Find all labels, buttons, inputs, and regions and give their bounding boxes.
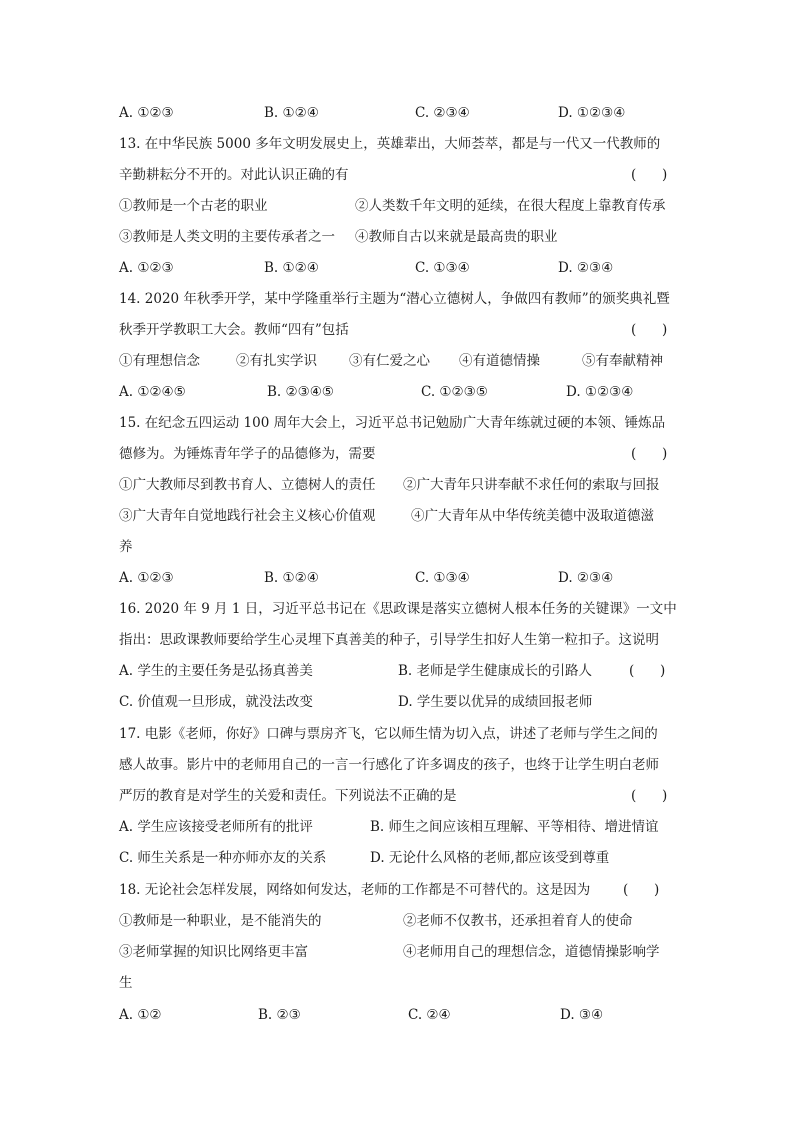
- q16-stem-line2: 指出：思政课教师要给学生心灵埋下真善美的种子，引导学生扣好人生第一粒扣子。这说明: [119, 632, 659, 648]
- option-b: B. 师生之间应该相互理解、平等相待、增进情谊: [370, 819, 659, 835]
- answer-bracket: ( ): [623, 882, 660, 898]
- option-a: A. 学生应该接受老师所有的批评: [119, 819, 313, 835]
- option-c: C. 师生关系是一种亦师亦友的关系: [119, 850, 327, 866]
- statement-3: ③老师掌握的知识比网络更丰富: [119, 944, 308, 960]
- q16-stem-line1: 16. 2020 年 9 月 1 日，习近平总书记在《思政课是落实立德树人根本任务的关键课》一文中: [119, 601, 677, 617]
- q17-stem-line2: 感人故事。影片中的老师用自己的一言一行感化了许多调皮的孩子，也终于让学生明白老师: [119, 757, 659, 773]
- option-b: B. ②③: [258, 1007, 301, 1023]
- q15-statement-4-continued: 养: [119, 539, 133, 555]
- option-c: C. 价值观一旦形成，就没法改变: [119, 694, 313, 710]
- option-c: C. ①③④: [415, 260, 470, 276]
- option-b: B. ①②④: [264, 105, 319, 121]
- q18-stem-text: 18. 无论社会怎样发展，网络如何发达，老师的工作都是不可替代的。这是因为: [119, 882, 591, 898]
- option-c: C. ②④: [408, 1007, 451, 1023]
- option-a: A. ①②: [119, 1007, 162, 1023]
- option-b: B. ①②④: [264, 570, 319, 586]
- option-d: D. ②③④: [558, 260, 614, 276]
- option-b: B. ②③④⑤: [267, 384, 334, 400]
- statement-3: ③广大青年自觉地践行社会主义核心价值观: [119, 508, 376, 524]
- option-a: A. ①②③: [119, 570, 174, 586]
- option-d: D. 无论什么风格的老师,都应该受到尊重: [370, 850, 610, 866]
- option-d: D. ①②③④: [566, 384, 634, 400]
- statement-3: ③教师是人类文明的主要传承者之一: [119, 229, 335, 245]
- q17-stem-line1: 17. 电影《老师，你好》口碑与票房齐飞，它以师生情为切入点，讲述了老师与学生之间的: [119, 726, 658, 742]
- q17-stem-text: 严厉的教育是对学生的关爱和责任。下列说法不正确的是: [119, 788, 457, 804]
- statement-1: ①教师是一种职业，是不能消失的: [119, 913, 322, 929]
- option-b: B. 老师是学生健康成长的引路人: [398, 663, 593, 679]
- option-d: D. 学生要以优异的成绩回报老师: [398, 694, 593, 710]
- statement-1: ①有理想信念: [119, 353, 200, 369]
- option-d: D. ①②③④: [558, 105, 626, 121]
- statement-4: ④老师用自己的理想信念，道德情操影响学: [403, 944, 660, 960]
- option-d: D. ②③④: [558, 570, 614, 586]
- option-a: A. ①②④⑤: [119, 384, 186, 400]
- statement-2: ②广大青年只讲奉献不求任何的索取与回报: [403, 477, 660, 493]
- option-a: A. ①②③: [119, 105, 174, 121]
- statement-1: ①教师是一个古老的职业: [119, 198, 268, 214]
- q15-stem-text: 德修为。为锤炼青年学子的品德修为，需要: [119, 446, 376, 462]
- answer-bracket: ( ): [631, 167, 668, 183]
- option-b: B. ①②④: [264, 260, 319, 276]
- answer-bracket: ( ): [631, 446, 668, 462]
- statement-5: ⑤有奉献精神: [582, 353, 663, 369]
- statement-2: ②老师不仅教书，还承担着育人的使命: [403, 913, 633, 929]
- option-c: C. ②③④: [415, 105, 470, 121]
- statement-3: ③有仁爱之心: [349, 353, 430, 369]
- statement-4: ④教师自古以来就是最高贵的职业: [355, 229, 558, 245]
- statement-4: ④有道德情操: [459, 353, 540, 369]
- option-c: C. ①③④: [415, 570, 470, 586]
- statement-4: ④广大青年从中华传统美德中汲取道德滋: [411, 508, 654, 524]
- statement-2: ②有扎实学识: [236, 353, 317, 369]
- option-a: A. ①②③: [119, 260, 174, 276]
- q14-stem-text: 秋季开学教职工大会。教师“四有”包括: [119, 322, 349, 338]
- option-a: A. 学生的主要任务是弘扬真善美: [119, 663, 313, 679]
- option-d: D. ③④: [560, 1007, 604, 1023]
- answer-bracket: ( ): [629, 663, 666, 679]
- q18-statement-4-continued: 生: [119, 975, 133, 991]
- q13-stem-line1: 13. 在中华民族 5000 多年文明发展史上，英雄辈出，大师荟萃，都是与一代又一代教师的: [119, 136, 661, 152]
- q13-stem-text: 辛勤耕耘分不开的。对此认识正确的有: [119, 167, 349, 183]
- q14-stem-line1: 14. 2020 年秋季开学，某中学隆重举行主题为“潜心立德树人，争做四有教师”的颁奖典礼暨: [119, 291, 670, 307]
- q15-stem-line1: 15. 在纪念五四运动 100 周年大会上，习近平总书记勉励广大青年练就过硬的本领、锤炼品: [119, 415, 666, 431]
- answer-bracket: ( ): [631, 788, 668, 804]
- statement-1: ①广大教师尽到教书育人、立德树人的责任: [119, 477, 376, 493]
- statement-2: ②人类数千年文明的延续，在很大程度上靠教育传承: [355, 198, 666, 214]
- answer-bracket: ( ): [631, 322, 668, 338]
- option-c: C. ①②③⑤: [421, 384, 488, 400]
